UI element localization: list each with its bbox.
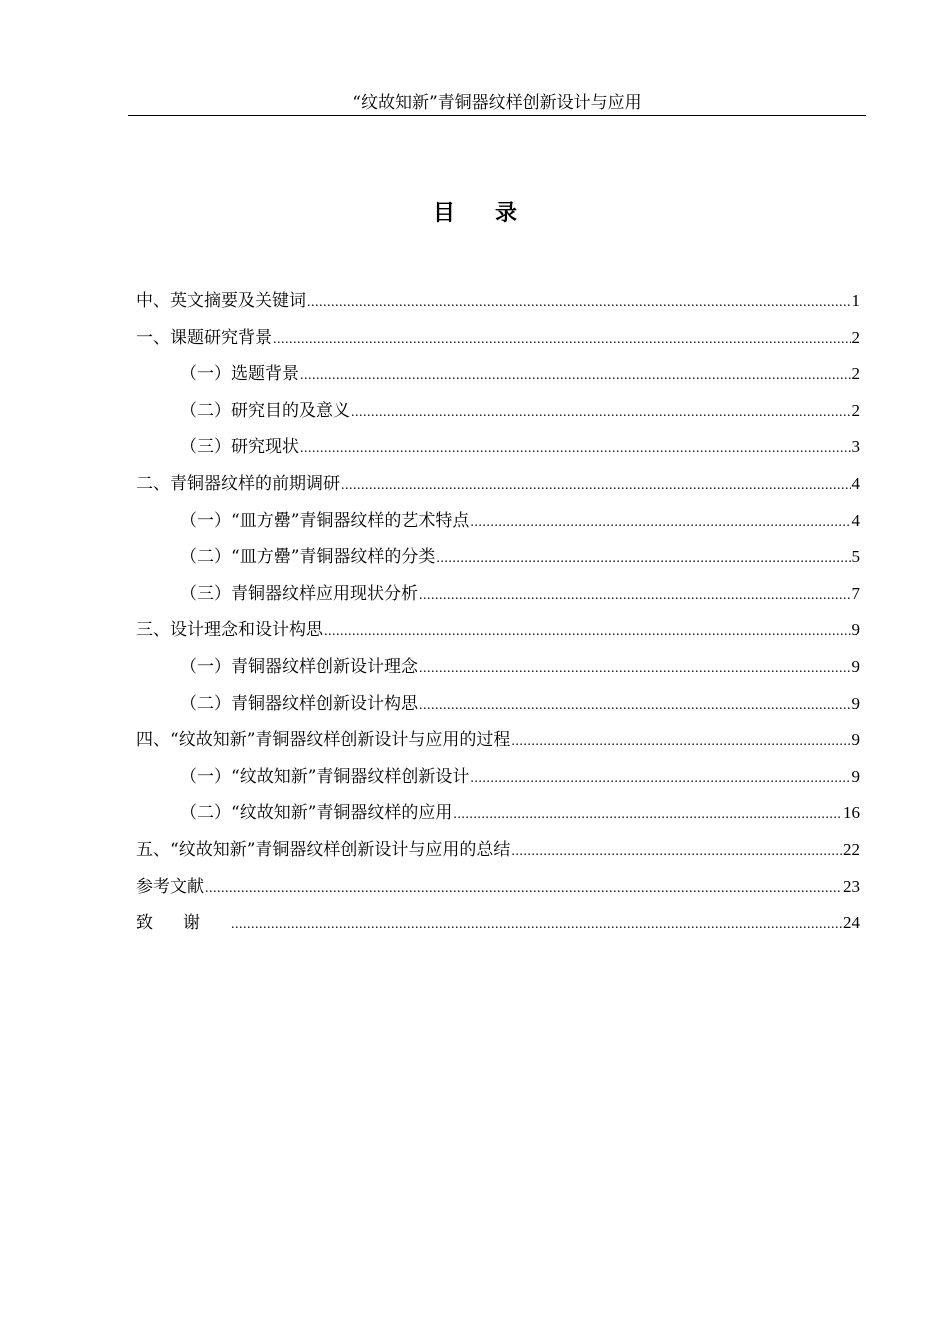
toc-leader-dots	[341, 470, 851, 500]
toc-leader-dots	[307, 287, 851, 317]
toc-leader-dots	[511, 726, 850, 756]
toc-entry-label: （二）研究目的及意义	[180, 400, 350, 421]
toc-entry[interactable]	[136, 799, 860, 836]
table-of-contents	[136, 287, 860, 946]
toc-entry-page: 9	[851, 620, 860, 640]
toc-leader-dots	[419, 580, 851, 610]
toc-entry-label: （一）“纹故知新”青铜器纹样创新设计	[180, 766, 470, 787]
toc-leader-dots	[273, 324, 851, 354]
toc-entry-label: 参考文献	[136, 876, 204, 897]
toc-leader-dots	[231, 909, 842, 939]
toc-entry-label: （一）“皿方罍”青铜器纹样的艺术特点	[180, 510, 470, 531]
toc-entry-label: 四、“纹故知新”青铜器纹样创新设计与应用的过程	[136, 730, 511, 751]
toc-entry-page: 2	[851, 327, 860, 347]
toc-entry-page: 24	[843, 913, 860, 933]
toc-entry[interactable]	[136, 580, 860, 617]
toc-entry-page: 9	[851, 766, 860, 786]
toc-entry-page: 1	[851, 291, 860, 310]
toc-leader-dots	[300, 433, 851, 463]
toc-leader-dots	[470, 763, 850, 793]
toc-entry[interactable]	[136, 360, 860, 397]
toc-entry-label: 三、设计理念和设计构思	[136, 620, 323, 641]
toc-entry-label: （一）选题背景	[180, 364, 299, 385]
toc-entry[interactable]	[136, 324, 860, 361]
toc-leader-dots	[419, 690, 851, 720]
toc-entry[interactable]	[136, 507, 860, 544]
toc-leader-dots	[300, 360, 851, 390]
toc-entry[interactable]	[136, 470, 860, 507]
toc-entry-page: 2	[851, 400, 860, 420]
toc-entry[interactable]	[136, 397, 860, 434]
toc-leader-dots	[436, 543, 850, 573]
toc-entry[interactable]	[136, 726, 860, 763]
toc-leader-dots	[324, 616, 851, 646]
toc-entry-label: （二）“皿方罍”青铜器纹样的分类	[180, 547, 436, 568]
toc-entry-label: （三）青铜器纹样应用现状分析	[180, 583, 418, 604]
toc-entry[interactable]	[136, 836, 860, 873]
toc-entry[interactable]	[136, 873, 860, 910]
toc-entry-label: （二）“纹故知新”青铜器纹样的应用	[180, 803, 453, 824]
toc-entry-page: 9	[851, 730, 860, 750]
toc-entry-page: 5	[851, 547, 860, 567]
page-header: “纹故知新”青铜器纹样创新设计与应用	[352, 93, 642, 113]
toc-entry[interactable]	[136, 287, 860, 324]
toc-entry-page: 3	[851, 437, 860, 457]
toc-entry-page: 2	[851, 364, 860, 384]
header-rule	[128, 115, 866, 116]
toc-leader-dots	[470, 507, 850, 537]
toc-leader-dots	[205, 873, 842, 903]
toc-title: 目录	[432, 201, 557, 226]
toc-leader-dots	[419, 653, 851, 683]
toc-entry-label: （一）青铜器纹样创新设计理念	[180, 656, 418, 677]
toc-entry-page: 16	[843, 803, 860, 823]
toc-entry-label: （二）青铜器纹样创新设计构思	[180, 693, 418, 714]
toc-entry-page: 9	[851, 693, 860, 713]
toc-leader-dots	[511, 836, 842, 866]
toc-entry-page: 4	[851, 473, 860, 493]
toc-entry[interactable]	[136, 543, 860, 580]
toc-entry[interactable]	[136, 690, 860, 727]
toc-entry[interactable]	[136, 763, 860, 800]
toc-entry-label: 二、青铜器纹样的前期调研	[136, 473, 340, 494]
toc-leader-dots	[351, 397, 851, 427]
toc-entry[interactable]	[136, 616, 860, 653]
toc-leader-dots	[453, 799, 842, 829]
toc-entry[interactable]	[136, 653, 860, 690]
toc-entry-page: 23	[843, 876, 860, 896]
toc-entry-page: 7	[851, 583, 860, 603]
toc-entry-label: 一、课题研究背景	[136, 327, 272, 348]
toc-entry-page: 9	[851, 656, 860, 676]
toc-entry-label: 致谢	[136, 913, 230, 934]
toc-entry-label: （三）研究现状	[180, 437, 299, 458]
toc-entry-label: 中、英文摘要及关键词	[136, 291, 306, 311]
toc-entry[interactable]	[136, 433, 860, 470]
toc-entry[interactable]	[136, 909, 860, 946]
toc-entry-page: 4	[851, 510, 860, 530]
toc-entry-label: 五、“纹故知新”青铜器纹样创新设计与应用的总结	[136, 839, 511, 860]
toc-entry-page: 22	[843, 839, 860, 859]
